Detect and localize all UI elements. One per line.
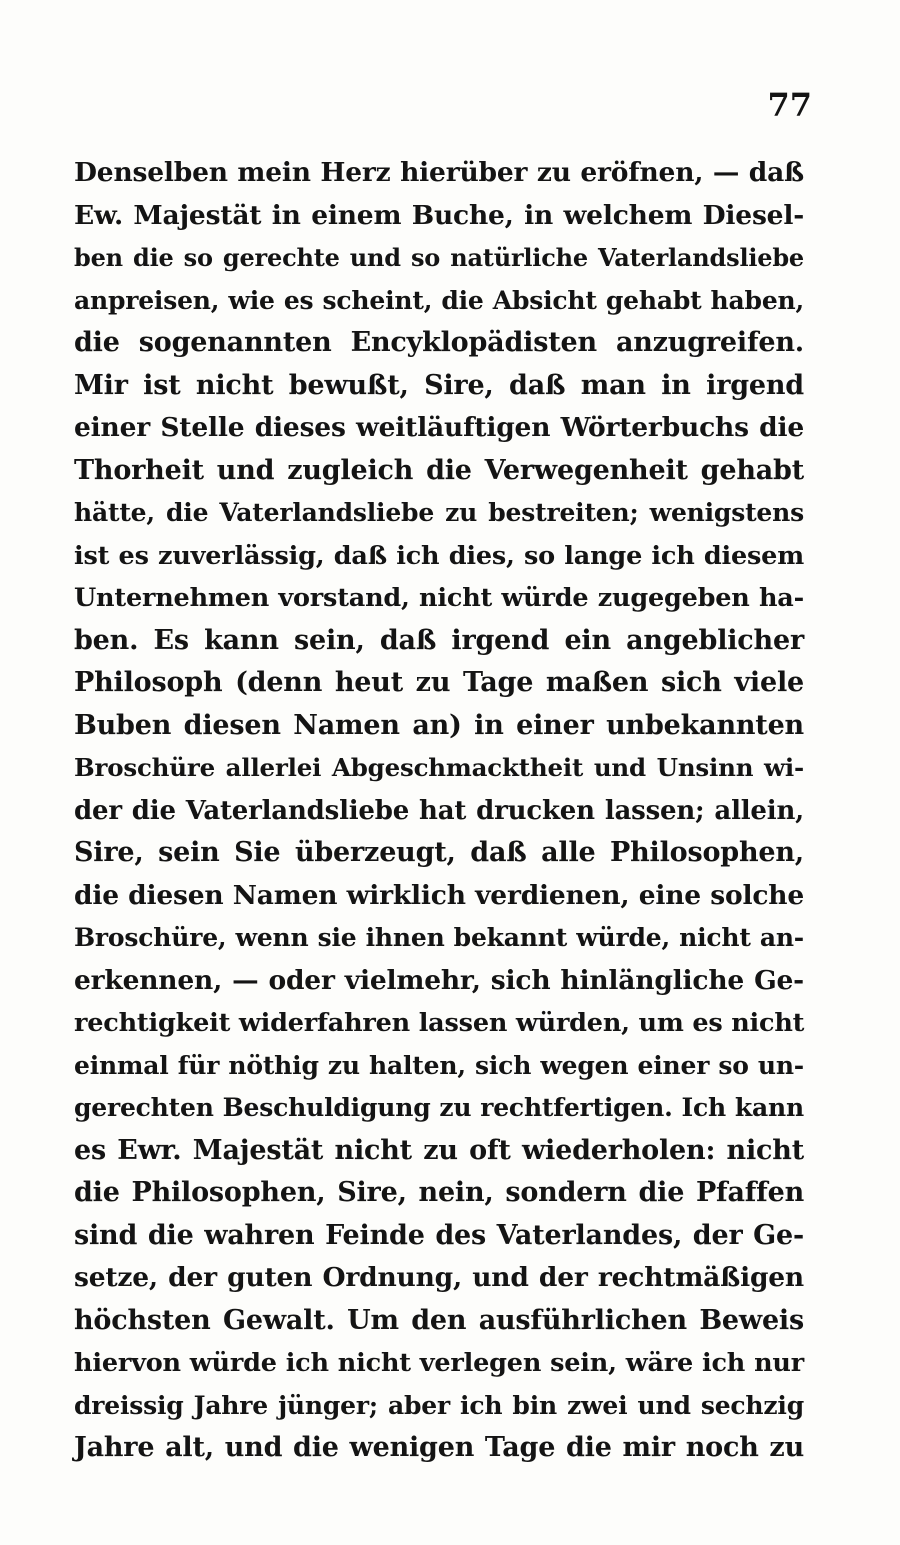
text-line: Broschüre, wenn sie ihnen bekannt würde, nicht an- (74, 923, 804, 952)
text-line: Denselben mein Herz hierüber zu eröfnen, — daß (74, 157, 804, 188)
text-line: Sire, sein Sie überzeugt, daß alle Philosophen, (74, 837, 804, 868)
text-line: die diesen Namen wirklich verdienen, eine solche (74, 879, 804, 911)
text-line: es Ewr. Majestät nicht zu oft wiederholen: nicht (74, 1134, 804, 1166)
text-line: Broschüre allerlei Abgeschmacktheit und Unsinn wi- (74, 753, 804, 782)
text-line: Ew. Majestät in einem Buche, in welchem Diesel- (74, 199, 804, 231)
text-line: die Philosophen, Sire, nein, sondern die Pfaffen (74, 1177, 804, 1208)
text-line: höchsten Gewalt. Um den ausführlichen Beweis (74, 1304, 804, 1336)
text-line: ben die so gerechte und so natürliche Vaterlandsliebe (74, 243, 804, 272)
text-line: einer Stelle dieses weitläuftigen Wörterbuchs die (74, 412, 804, 443)
text-line: Buben diesen Namen an) in einer unbekannten (74, 709, 804, 741)
text-line: hätte, die Vaterlandsliebe zu bestreiten; wenigstens (74, 498, 804, 527)
text-line: erkennen, — oder vielmehr, sich hinlängliche Ge- (74, 964, 804, 996)
text-line: der die Vaterlandsliebe hat drucken lassen; allein, (74, 795, 804, 826)
text-line: Mir ist nicht bewußt, Sire, daß man in irgend (74, 369, 804, 401)
text-line: hiervon würde ich nicht verlegen sein, wäre ich nur (74, 1348, 804, 1378)
text-line: Philosoph (denn heut zu Tage maßen sich viele (74, 667, 804, 698)
text-line: Jahre alt, und die wenigen Tage die mir noch zu (74, 1432, 804, 1463)
text-line: Unternehmen vorstand, nicht würde zugegeben ha- (74, 583, 804, 613)
text-line: dreissig Jahre jünger; aber ich bin zwei und sechzig (74, 1390, 804, 1420)
text-line: setze, der guten Ordnung, und der rechtmäßigen (74, 1262, 804, 1293)
text-line: einmal für nöthig zu halten, sich wegen einer so un- (74, 1050, 804, 1080)
text-line: gerechten Beschuldigung zu rechtfertigen. Ich kann (74, 1093, 804, 1122)
text-line: die sogenannten Encyklopädisten anzugreifen. (74, 327, 804, 358)
text-line: ist es zuverlässig, daß ich dies, so lange ich diesem (74, 540, 804, 571)
text-line: Thorheit und zugleich die Verwegenheit gehabt (74, 454, 804, 486)
text-line: ben. Es kann sein, daß irgend ein angeblicher (74, 624, 804, 656)
text-line: rechtigkeit widerfahren lassen würden, um es nicht (74, 1008, 805, 1038)
page-number: 77 (767, 86, 812, 124)
text-line: anpreisen, wie es scheint, die Absicht gehabt haben, (74, 285, 804, 315)
text-line: sind die wahren Feinde des Vaterlandes, der Ge- (74, 1219, 804, 1251)
body-text (74, 152, 804, 1470)
